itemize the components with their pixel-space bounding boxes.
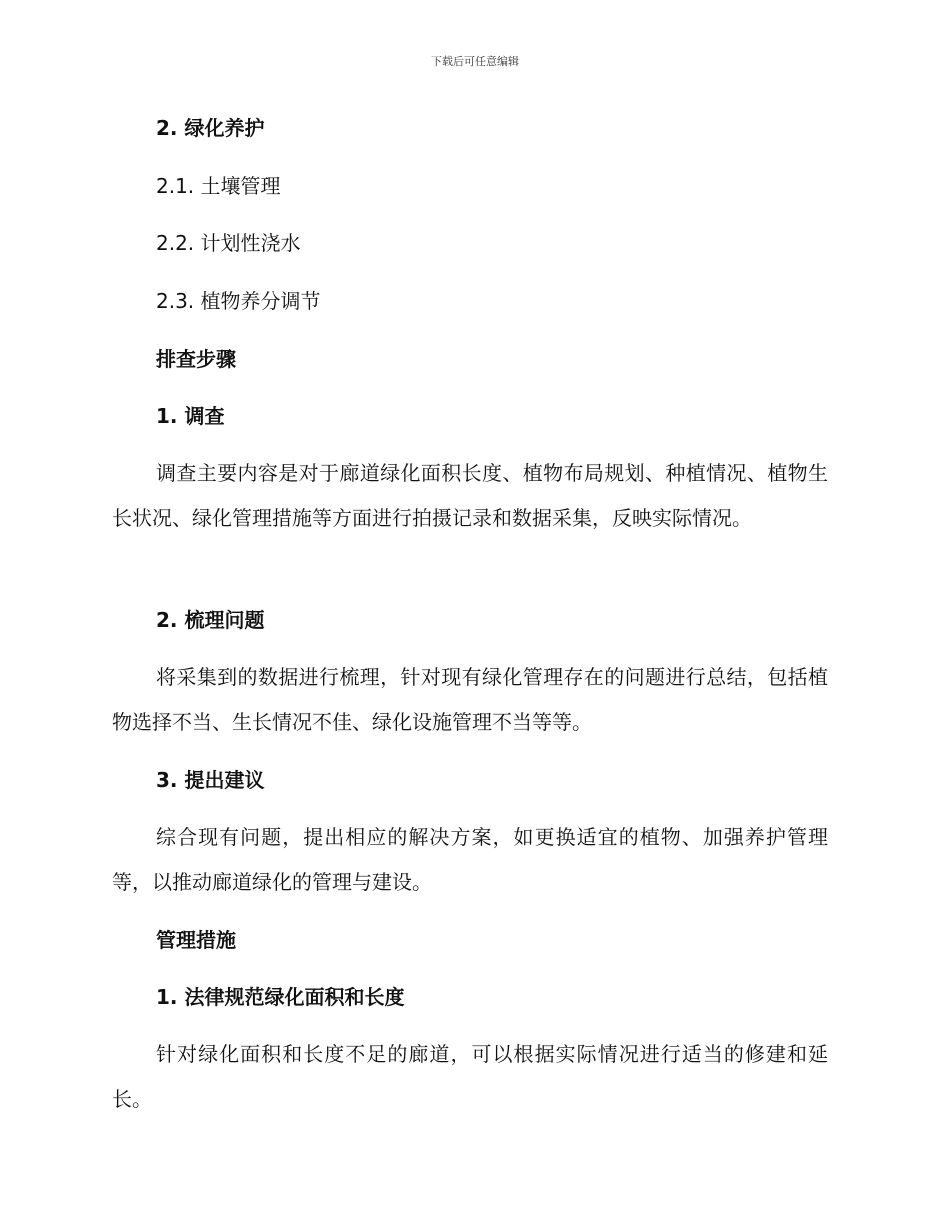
step-heading-sort-issues: 2. 梳理问题: [156, 608, 265, 632]
page-header: 下载后可任意编辑: [431, 55, 519, 68]
paragraph-legal-norms: 针对绿化面积和长度不足的廊道，可以根据实际情况进行适当的修建和延长。: [112, 1042, 828, 1111]
section-heading-inspection-steps: 排查步骤: [156, 347, 236, 371]
subheading-soil-management: 2.1. 土壤管理: [156, 174, 281, 198]
step-heading-suggestions: 3. 提出建议: [156, 768, 265, 792]
paragraph-sort-issues: 将采集到的数据进行梳理，针对现有绿化管理存在的问题进行总结，包括植物选择不当、生长情况不佳、绿化设施管理不当等等。: [112, 665, 828, 734]
measure-heading-legal-norms: 1. 法律规范绿化面积和长度: [156, 985, 405, 1009]
paragraph-suggestions: 综合现有问题，提出相应的解决方案，如更换适宜的植物、加强养护管理等，以推动廊道绿化的管理与建设。: [112, 825, 828, 894]
paragraph-survey: 调查主要内容是对于廊道绿化面积长度、植物布局规划、种植情况、植物生长状况、绿化管理措施等方面进行拍摄记录和数据采集，反映实际情况。: [112, 461, 828, 530]
section-heading-management-measures: 管理措施: [156, 928, 236, 952]
step-heading-survey: 1. 调查: [156, 404, 225, 428]
section-heading-greening-care: 2. 绿化养护: [156, 116, 265, 140]
subheading-nutrient-adjustment: 2.3. 植物养分调节: [156, 289, 321, 313]
subheading-planned-watering: 2.2. 计划性浇水: [156, 231, 301, 255]
